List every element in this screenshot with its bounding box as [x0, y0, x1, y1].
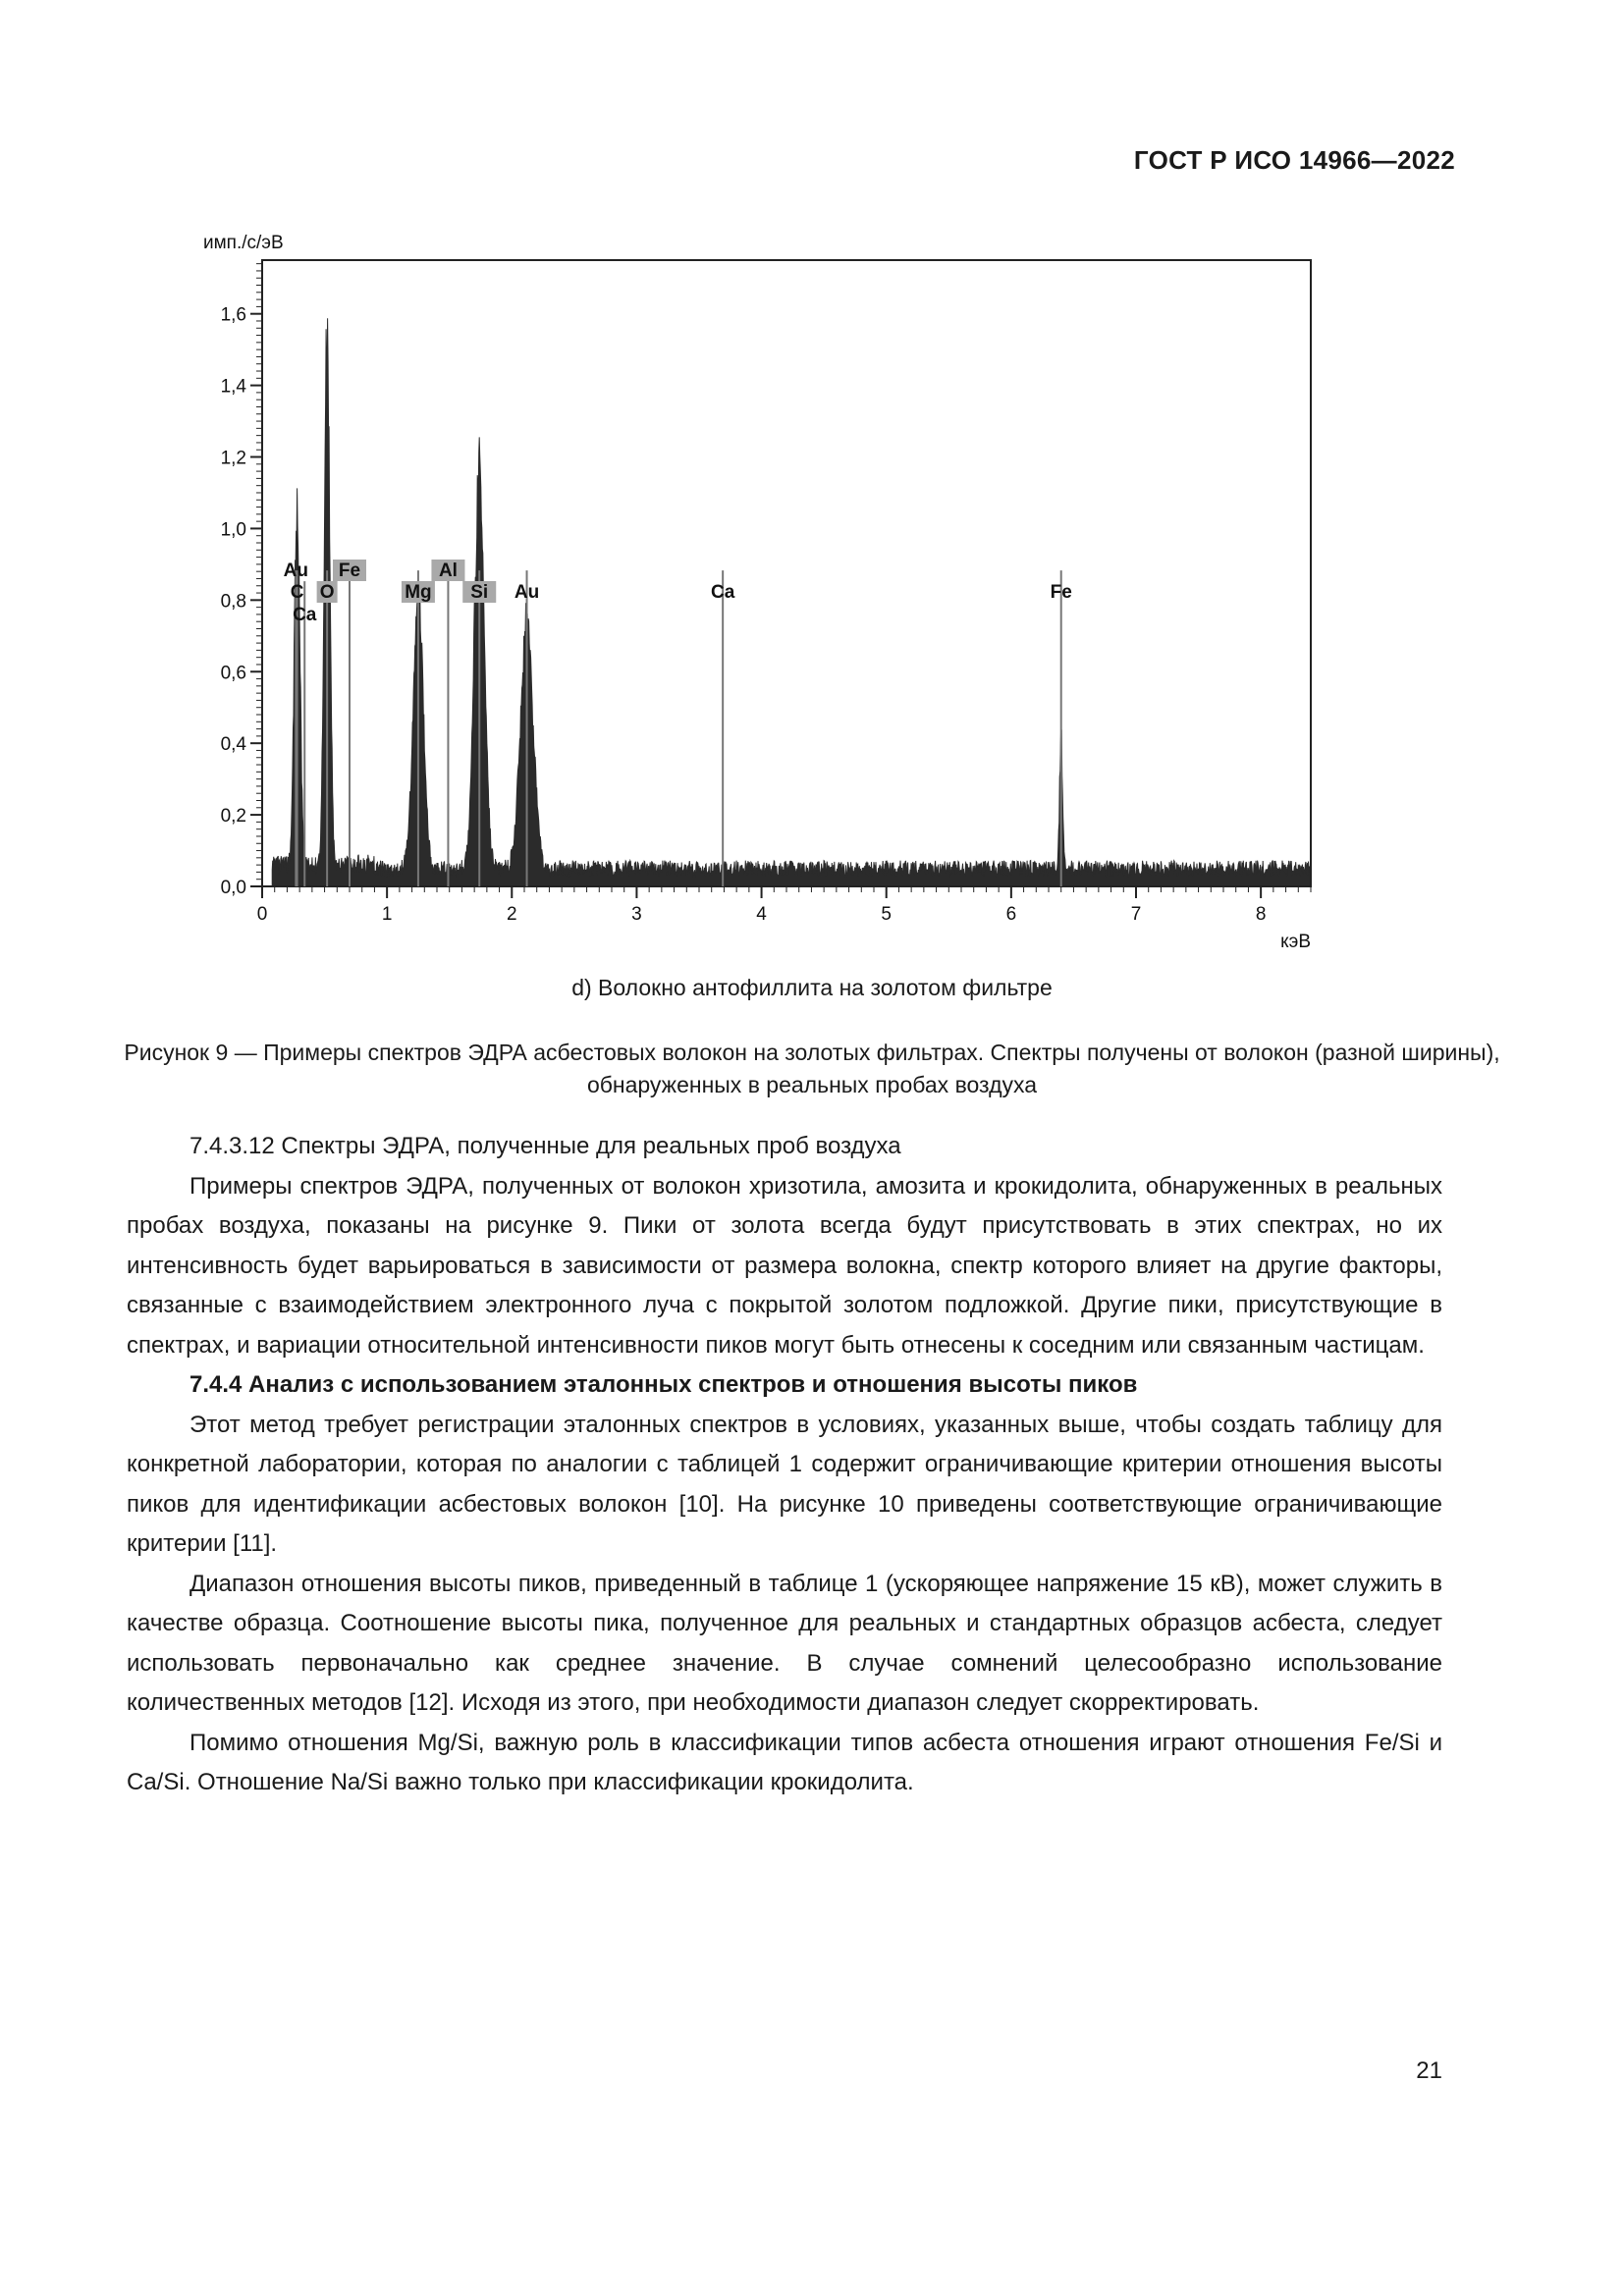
paragraph: Примеры спектров ЭДРА, полученных от волокон хризотила, амозита и крокидолита, обнаруженных в реальных пробах воздуха, показаны на рисунке 9. Пики от золота всегда будут присутствовать в этих спектрах, но их интенсивность будет варьироваться в зависимости от размера волокна, спектр которого влияет на другие факторы, связанные с взаимодействием электронного луча с покрытой золотом подложкой. Другие пики, присутствующие в спектрах, и вариации относительной интенсивности пиков могут быть отнесены к соседним или связанным частицам.: [127, 1172, 1442, 1359]
x-tick-label: 3: [631, 904, 642, 925]
document-header: ГОСТ Р ИСО 14966—2022: [1133, 145, 1455, 175]
marker-label-ca: Ca: [293, 605, 317, 625]
marker-label-al: Al: [438, 561, 458, 581]
marker-label-fe: Fe: [338, 561, 361, 581]
x-tick-label: 8: [1255, 904, 1267, 925]
marker-label-mg: Mg: [405, 582, 432, 603]
section-heading-7-4-3-12: 7.4.3.12 Спектры ЭДРА, полученные для реальных проб воздуха: [189, 1133, 901, 1159]
y-tick-label: 0,2: [220, 806, 246, 828]
y-tick-label: 1,0: [220, 519, 246, 541]
y-tick-label: 1,4: [220, 376, 246, 398]
x-tick-label: 2: [506, 904, 517, 925]
page-number: 21: [1416, 2057, 1442, 2084]
paragraph: Диапазон отношения высоты пиков, приведенный в таблице 1 (ускоряющее напряжение 15 кВ), может служить в качестве образца. Соотношение высоты пика, полученное для реальных и стандартных образцов асбеста, следует использовать первоначально как среднее значение. В случае сомнений целесообразно использование количественных методов [12]. Исходя из этого, при необходимости диапазон следует скорректировать.: [127, 1570, 1442, 1716]
x-tick-label: 0: [256, 904, 268, 925]
y-tick-label: 0,6: [220, 663, 246, 684]
edx-spectrum-chart: [187, 226, 1384, 991]
y-tick-label: 0,8: [220, 591, 246, 613]
marker-label-c: C: [290, 582, 304, 603]
x-tick-label: 5: [881, 904, 893, 925]
x-tick-label: 1: [381, 904, 393, 925]
marker-label-fe: Fe: [1050, 582, 1072, 603]
y-tick-label: 1,2: [220, 448, 246, 469]
marker-label-si: Si: [470, 582, 489, 603]
y-tick-label: 0,0: [220, 878, 246, 898]
x-tick-label: 6: [1005, 904, 1017, 925]
marker-label-au: Au: [514, 582, 540, 603]
paragraph: Этот метод требует регистрации эталонных спектров в условиях, указанных выше, чтобы создать таблицу для конкретной лаборатории, которая по аналогии с таблицей 1 содержит ограничивающие критерии отношения высоты пиков для идентификации асбестовых волокон [10]. На рисунке 10 приведены соответствующие ограничивающие критерии [11].: [127, 1411, 1442, 1557]
x-tick-label: 4: [756, 904, 767, 925]
marker-label-au: Au: [283, 561, 308, 581]
section-heading-7-4-4: 7.4.4 Анализ с использованием эталонных спектров и отношения высоты пиков: [189, 1371, 1138, 1398]
marker-label-o: O: [319, 582, 335, 603]
x-tick-label: 7: [1130, 904, 1142, 925]
marker-label-ca: Ca: [711, 582, 735, 603]
body-text: [127, 1127, 1442, 1803]
spectrum-svg: [187, 226, 1384, 991]
x-axis-label: кэВ: [1280, 932, 1311, 952]
paragraph: Помимо отношения Mg/Si, важную роль в классификации типов асбеста отношения играют отношения Fe/Si и Ca/Si. Отношение Na/Si важно только при классификации крокидолита.: [127, 1729, 1442, 1795]
y-tick-label: 1,6: [220, 304, 246, 326]
figure-caption: Рисунок 9 — Примеры спектров ЭДРА асбестовых волокон на золотых фильтрах. Спектры получены от волокон (разной ширины), обнаруженных в реальных пробах воздуха: [124, 1040, 1500, 1097]
y-axis-label: имп./с/эВ: [203, 233, 284, 253]
y-tick-label: 0,4: [220, 734, 246, 756]
figure-sub-caption: d) Волокно антофиллита на золотом фильтре: [571, 975, 1053, 1000]
